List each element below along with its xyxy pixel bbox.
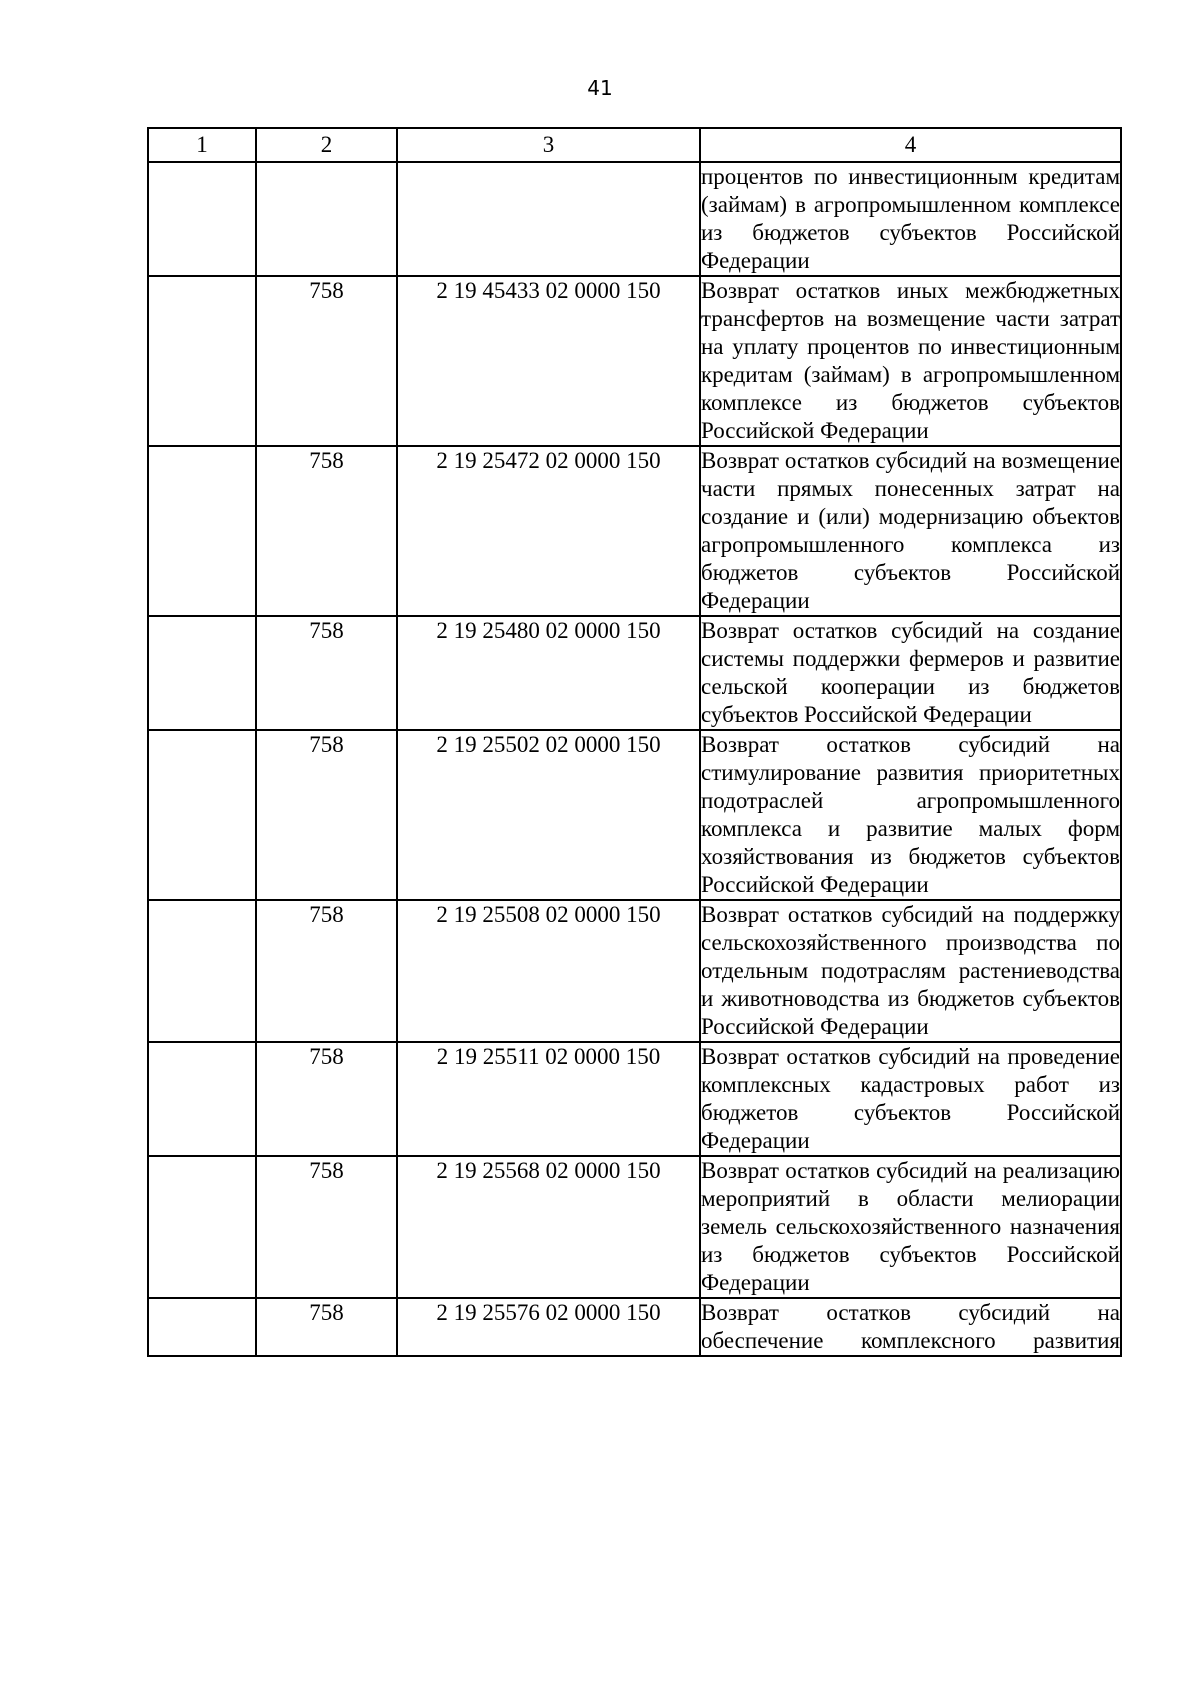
admin-code-cell: 758 <box>256 276 397 446</box>
description-cell: процентов по инвестиционным кредитам (займам) в агропромышленном комплексе из бюджетов субъектов Российской Федерации <box>700 162 1121 276</box>
table-row <box>148 1156 1121 1298</box>
column-1-cell <box>148 730 256 900</box>
column-1-cell <box>148 900 256 1042</box>
admin-code-cell: 758 <box>256 446 397 616</box>
column-1-cell <box>148 616 256 730</box>
budget-classification-code-cell: 2 19 25508 02 0000 150 <box>397 900 700 1042</box>
column-header-2: 2 <box>256 128 397 162</box>
description-cell: Возврат остатков субсидий на реализацию мероприятий в области мелиорации земель сельскохозяйственного назначения из бюджетов субъектов Российской Федерации <box>700 1156 1121 1298</box>
admin-code-cell: 758 <box>256 616 397 730</box>
budget-classification-code-cell: 2 19 25576 02 0000 150 <box>397 1298 700 1356</box>
budget-classification-code-cell <box>397 162 700 276</box>
description-cell: Возврат остатков субсидий на стимулирование развития приоритетных подотраслей агропромышленного комплекса и развитие малых форм хозяйствования из бюджетов субъектов Российской Федерации <box>700 730 1121 900</box>
table-row <box>148 730 1121 900</box>
budget-classification-code-cell: 2 19 25511 02 0000 150 <box>397 1042 700 1156</box>
table-row <box>148 616 1121 730</box>
budget-codes-table <box>147 127 1122 1357</box>
admin-code-cell: 758 <box>256 1298 397 1356</box>
budget-classification-code-cell: 2 19 25502 02 0000 150 <box>397 730 700 900</box>
table-row <box>148 276 1121 446</box>
description-cell: Возврат остатков иных межбюджетных трансфертов на возмещение части затрат на уплату процентов по инвестиционным кредитам (займам) в агропромышленном комплексе из бюджетов субъектов Российской Федерации <box>700 276 1121 446</box>
description-cell: Возврат остатков субсидий на обеспечение комплексного развития <box>700 1298 1121 1356</box>
column-1-cell <box>148 276 256 446</box>
budget-classification-code-cell: 2 19 45433 02 0000 150 <box>397 276 700 446</box>
description-cell: Возврат остатков субсидий на создание системы поддержки фермеров и развитие сельской кооперации из бюджетов субъектов Российской Федерации <box>700 616 1121 730</box>
table-row <box>148 900 1121 1042</box>
table-row <box>148 1298 1121 1356</box>
column-header-1: 1 <box>148 128 256 162</box>
budget-classification-code-cell: 2 19 25480 02 0000 150 <box>397 616 700 730</box>
table-header <box>148 128 1121 162</box>
column-1-cell <box>148 1298 256 1356</box>
admin-code-cell: 758 <box>256 730 397 900</box>
column-1-cell <box>148 1156 256 1298</box>
description-cell: Возврат остатков субсидий на возмещение части прямых понесенных затрат на создание и (или) модернизацию объектов агропромышленного комплекса из бюджетов субъектов Российской Федерации <box>700 446 1121 616</box>
budget-classification-code-cell: 2 19 25472 02 0000 150 <box>397 446 700 616</box>
description-cell: Возврат остатков субсидий на поддержку сельскохозяйственного производства по отдельным подотраслям растениеводства и животноводства из бюджетов субъектов Российской Федерации <box>700 900 1121 1042</box>
column-1-cell <box>148 446 256 616</box>
admin-code-cell <box>256 162 397 276</box>
page-number: 41 <box>587 76 613 100</box>
description-cell: Возврат остатков субсидий на проведение комплексных кадастровых работ из бюджетов субъектов Российской Федерации <box>700 1042 1121 1156</box>
admin-code-cell: 758 <box>256 900 397 1042</box>
column-header-4: 4 <box>700 128 1121 162</box>
table-row <box>148 162 1121 276</box>
admin-code-cell: 758 <box>256 1156 397 1298</box>
table-body <box>148 162 1121 1356</box>
column-1-cell <box>148 1042 256 1156</box>
column-header-3: 3 <box>397 128 700 162</box>
admin-code-cell: 758 <box>256 1042 397 1156</box>
header-row <box>148 128 1121 162</box>
column-1-cell <box>148 162 256 276</box>
budget-classification-code-cell: 2 19 25568 02 0000 150 <box>397 1156 700 1298</box>
table-row <box>148 1042 1121 1156</box>
table-row <box>148 446 1121 616</box>
